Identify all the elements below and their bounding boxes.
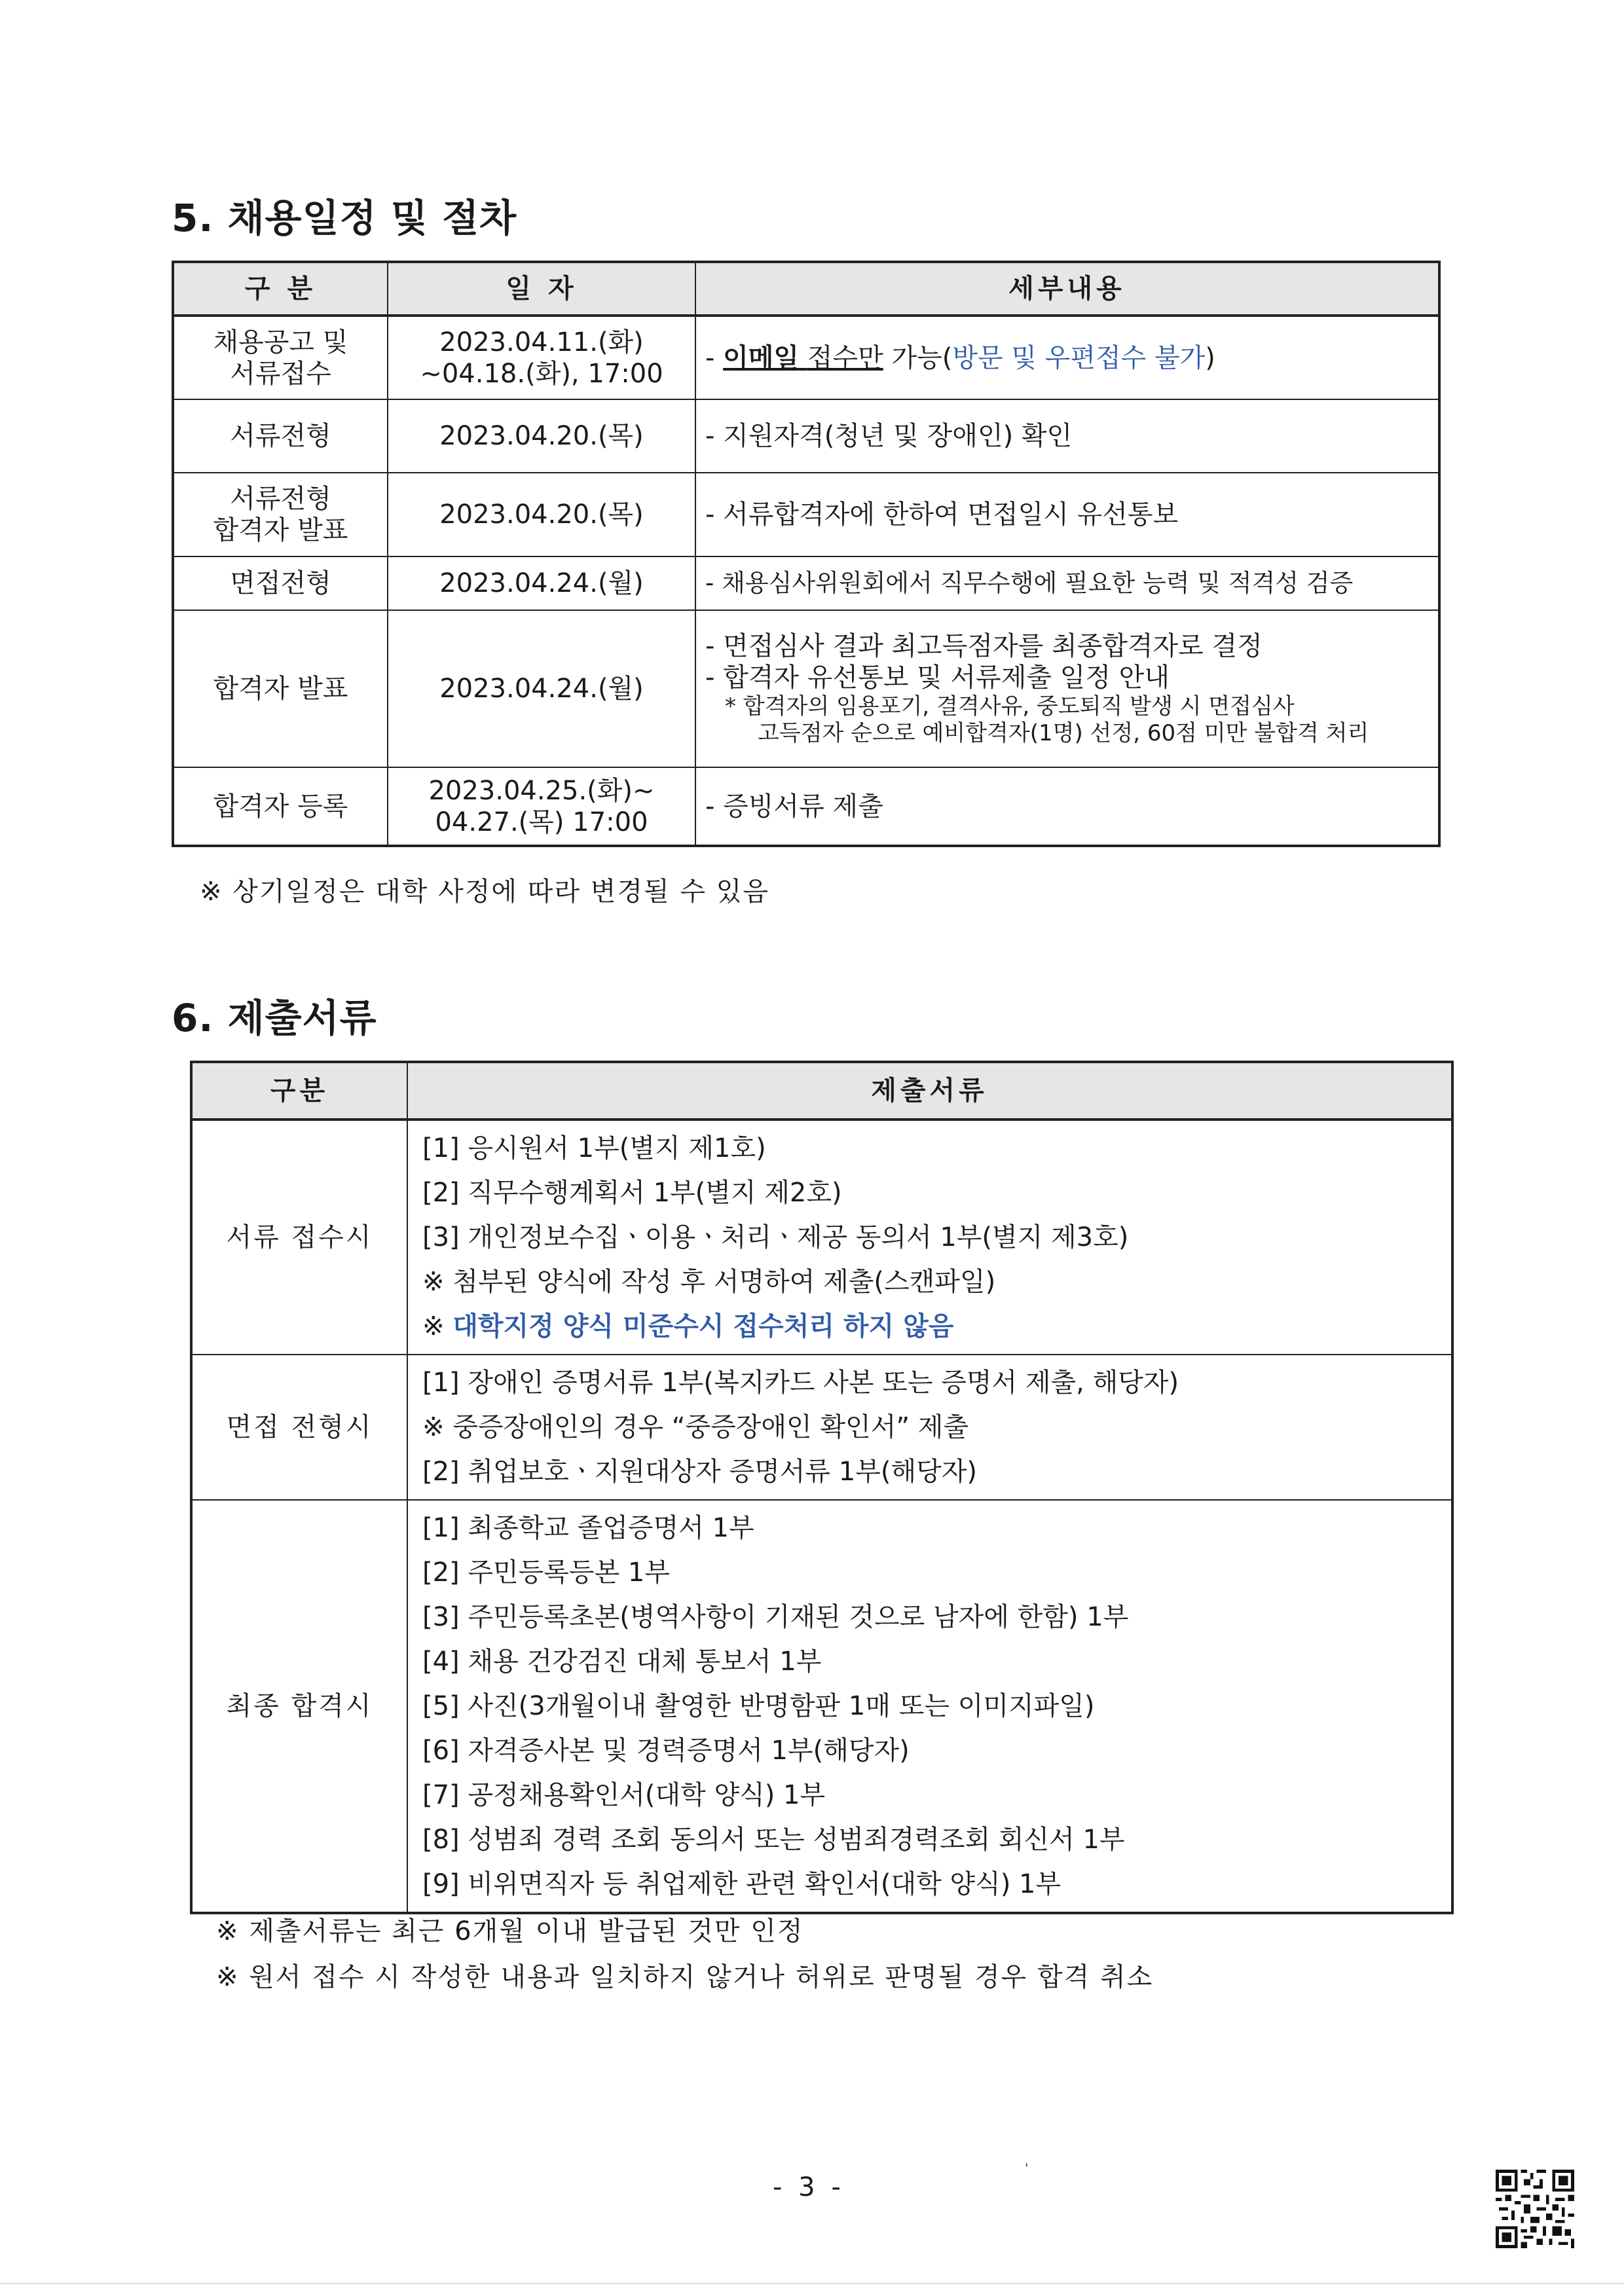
schedule-header-row (173, 262, 1439, 316)
documents-header-category: 구분 (191, 1062, 407, 1120)
documents-group (191, 1120, 1452, 1355)
document-item: [1] 응시원서 1부(별지 제1호) (422, 1133, 766, 1163)
detail-line: - 합격자 유선통보 및 서류제출 일정 안내 (705, 663, 1170, 693)
detail-note: 고득점자 순으로 예비합격자(1명) 선정, 60점 미만 불합격 처리 (758, 720, 1369, 746)
schedule-row (173, 399, 1439, 473)
detail-note: * 합격자의 임용포기, 결격사유, 중도퇴직 발생 시 면접심사 (725, 693, 1295, 720)
category-line: 서류전형 (230, 484, 331, 514)
document-item: [6] 자격증사본 및 경력증명서 1부(해당자) (422, 1736, 910, 1766)
schedule-row (173, 556, 1439, 610)
date-line: 2023.04.11.(화) (439, 327, 644, 357)
detail-only-emphasis: 접수만 (807, 342, 883, 373)
documents-list (407, 1500, 1452, 1913)
documents-note: ※ 원서 접수 시 작성한 내용과 일치하지 않거나 허위로 판명될 경우 합격 취소 (216, 1962, 1154, 1992)
detail-line: - 면접심사 결과 최고득점자를 최종합격자로 결정 (705, 631, 1263, 662)
document-item: [9] 비위면직자 등 취업제한 관련 확인서(대학 양식) 1부 (422, 1869, 1061, 1899)
schedule-detail: - 지원자격(청년 및 장애인) 확인 (695, 399, 1439, 473)
documents-header-docs: 제출서류 (407, 1062, 1452, 1120)
schedule-table (172, 261, 1441, 847)
documents-category: 면접 전형시 (191, 1355, 407, 1500)
schedule-category: 합격자 발표 (173, 610, 388, 767)
document-item-highlight (422, 1304, 1437, 1349)
documents-category: 서류 접수시 (191, 1120, 407, 1355)
document-item: [2] 직무수행계획서 1부(별지 제2호) (422, 1178, 842, 1208)
document-item: [3] 개인정보수집ㆍ이용ㆍ처리ㆍ제공 동의서 1부(별지 제3호) (422, 1222, 1129, 1252)
page-number: - 3 - (773, 2172, 845, 2202)
schedule-detail: - 서류합격자에 한하여 면접일시 유선통보 (695, 473, 1439, 556)
schedule-header-category: 구 분 (173, 262, 388, 316)
documents-category: 최종 합격시 (191, 1500, 407, 1913)
schedule-date (388, 767, 695, 846)
schedule-row (173, 473, 1439, 556)
schedule-category: 합격자 등록 (173, 767, 388, 846)
schedule-header-date: 일 자 (388, 262, 695, 316)
documents-group (191, 1355, 1452, 1500)
documents-list (407, 1120, 1452, 1355)
document-item: [2] 취업보호ㆍ지원대상자 증명서류 1부(해당자) (422, 1457, 977, 1487)
document-item: ※ 중증장애인의 경우 “중증장애인 확인서” 제출 (422, 1412, 969, 1442)
schedule-date: 2023.04.20.(목) (388, 473, 695, 556)
scan-mark: ' (1025, 2160, 1029, 2176)
document-item: [1] 장애인 증명서류 1부(복지카드 사본 또는 증명서 제출, 해당자) (422, 1368, 1179, 1398)
category-line: 서류접수 (230, 358, 331, 389)
detail-close: ) (1205, 342, 1215, 373)
qr-code-icon (1496, 2170, 1574, 2248)
document-item: [5] 사진(3개월이내 촬영한 반명함판 1매 또는 이미지파일) (422, 1691, 1095, 1721)
schedule-date (388, 316, 695, 399)
schedule-detail (695, 316, 1439, 399)
document-item: [3] 주민등록초본(병역사항이 기재된 것으로 남자에 한함) 1부 (422, 1602, 1129, 1632)
schedule-note: ※ 상기일정은 대학 사정에 따라 변경될 수 있음 (200, 877, 770, 907)
category-line: 채용공고 및 (213, 327, 348, 357)
schedule-category: 면접전형 (173, 556, 388, 610)
document-item: [1] 최종학교 졸업증명서 1부 (422, 1513, 754, 1543)
schedule-date: 2023.04.20.(목) (388, 399, 695, 473)
schedule-detail (695, 610, 1439, 767)
category-line: 합격자 발표 (213, 515, 348, 545)
reference-mark: ※ (422, 1311, 453, 1341)
document-item: [2] 주민등록등본 1부 (422, 1558, 671, 1588)
highlight-text: 대학지정 양식 미준수시 접수처리 하지 않음 (452, 1311, 954, 1341)
schedule-detail: - 채용심사위원회에서 직무수행에 필요한 능력 및 적격성 검증 (695, 556, 1439, 610)
document-item: [7] 공정채용확인서(대학 양식) 1부 (422, 1780, 826, 1810)
detail-email-emphasis: 이메일 (723, 342, 800, 373)
detail-blue-note: 방문 및 우편접수 불가 (952, 342, 1206, 373)
section6-title: 6. 제출서류 (172, 996, 377, 1040)
detail-dash: - (705, 342, 724, 373)
schedule-row (173, 610, 1439, 767)
schedule-category (173, 473, 388, 556)
schedule-category: 서류전형 (173, 399, 388, 473)
section5-title: 5. 채용일정 및 절차 (172, 196, 517, 240)
documents-table (190, 1061, 1454, 1914)
documents-group (191, 1500, 1452, 1913)
schedule-category (173, 316, 388, 399)
date-line: 2023.04.25.(화)~ (428, 775, 655, 806)
schedule-header-detail: 세부내용 (695, 262, 1439, 316)
document-item: [8] 성범죄 경력 조회 동의서 또는 성범죄경력조회 회신서 1부 (422, 1825, 1125, 1855)
document-item: ※ 첨부된 양식에 작성 후 서명하여 제출(스캔파일) (422, 1267, 996, 1297)
detail-possible: 가능( (883, 342, 953, 373)
date-line: ~04.18.(화), 17:00 (420, 358, 663, 389)
schedule-detail: - 증빙서류 제출 (695, 767, 1439, 846)
page-bottom-edge (0, 2283, 1624, 2284)
documents-list (407, 1355, 1452, 1500)
date-line: 04.27.(목) 17:00 (435, 807, 648, 837)
documents-note: ※ 제출서류는 최근 6개월 이내 발급된 것만 인정 (216, 1916, 804, 1946)
schedule-date: 2023.04.24.(월) (388, 610, 695, 767)
document-item: [4] 채용 건강검진 대체 통보서 1부 (422, 1647, 822, 1677)
detail-space (799, 343, 807, 373)
schedule-date: 2023.04.24.(월) (388, 556, 695, 610)
schedule-row (173, 767, 1439, 846)
schedule-row (173, 316, 1439, 399)
documents-header-row (191, 1062, 1452, 1120)
